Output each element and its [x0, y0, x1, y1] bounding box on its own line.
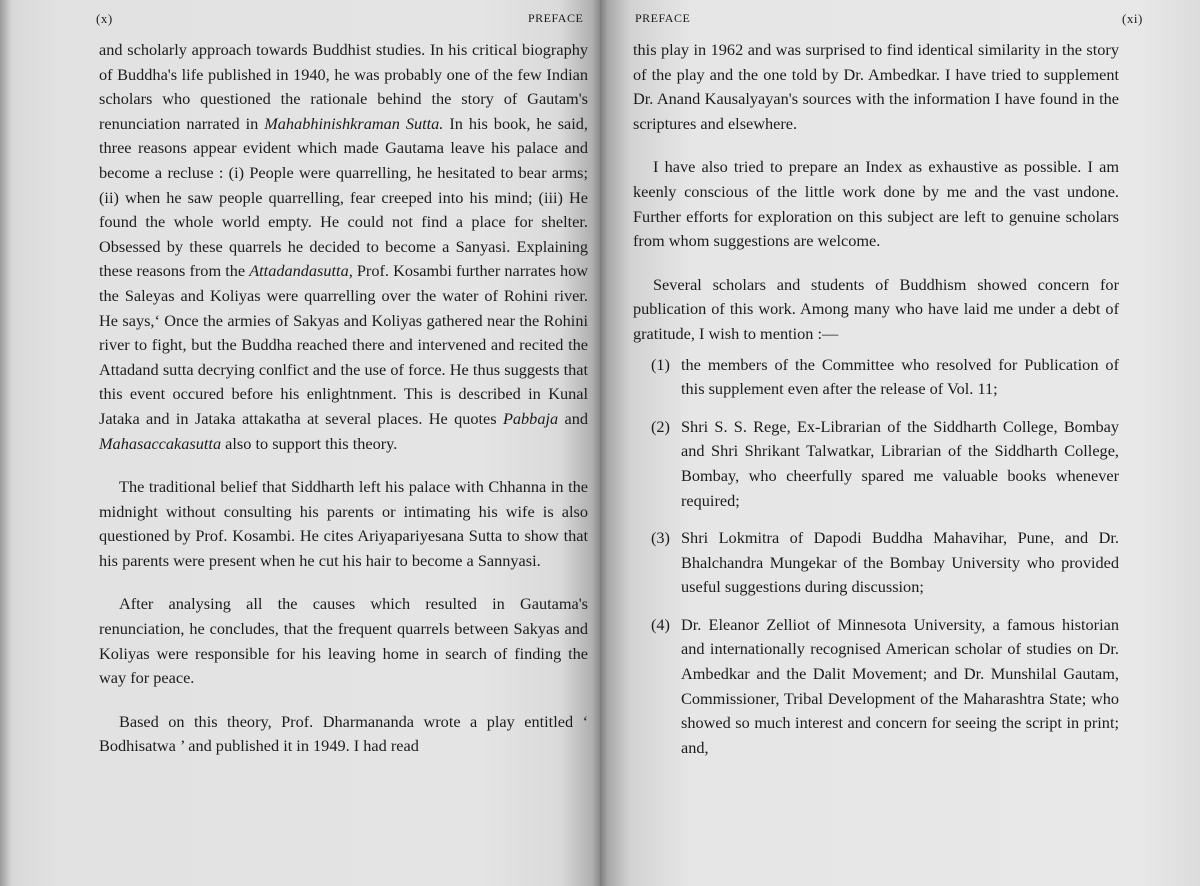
list-item-number: (4) — [651, 614, 670, 634]
acknowledgement-list — [633, 353, 1119, 761]
list-item — [633, 526, 1119, 600]
text-run: and scholarly approach towards Buddhist studies. In his critical biography of Buddha's life published in 1940, he was probably one of the few Indian scholars who questioned the rationale behind the story of Gautam's renunciation narrated in — [99, 40, 588, 133]
text-run: In his book, he said, three reasons appear evident which made Gautama leave his palace and become a recluse : (i) People were quarrelling, he hesitated to bear arms; (ii) when he saw people quarrelling, fear creeped into his mind; (iii) He found the whole world empty. He could not find a place for shelter. Obsessed by these quarrels he decided to become a Sanyasi. Explaining these reasons from the — [99, 113, 589, 281]
list-item — [633, 415, 1119, 513]
text-run: and — [558, 408, 588, 428]
italic-title: Mahasaccakasutta — [99, 433, 222, 453]
right-page-number: (xi) — [1122, 11, 1143, 26]
text-run: Prof. Kosambi further narrates how the Saleyas and Koliyas were quarrelling over the water of Rohini river. He says,‘ Once the armies of Sakyas and Koliyas gathered near the Rohini river to fight, but the Buddha reached there and intervened and recited the Attadand sutta decrying conlfict and the use of force. He thus suggests that this event occured before his enlightnment. This is described in Kunal Jataka and in Jataka attakatha at several places. He quotes — [99, 261, 589, 428]
text-run: Based on this theory, Prof. Dharmananda wrote a play entitled ‘ Bodhisatwa ’ and published it in 1949. I had read — [99, 711, 588, 756]
paragraph: I have also tried to prepare an Index as exhaustive as possible. I am keenly conscious of the little work done by me and the vast undone. Further efforts for exploration on this subject are left to genuine scholars from whom suggestions are welcome. — [633, 157, 1119, 251]
paragraph — [99, 592, 588, 690]
left-page-number: (x) — [96, 11, 113, 26]
page-edge-shadow — [0, 0, 10, 886]
list-item-text: Shri Lokmitra of Dapodi Buddha Mahavihar, Pune, and Dr. Bhalchandra Mungekar of the Bombay University who provided useful suggestions during discussion; — [681, 528, 1119, 597]
right-page-body — [633, 38, 1119, 773]
paragraph — [99, 710, 588, 759]
list-item — [633, 613, 1119, 761]
italic-title: Attadandasutta, — [249, 261, 353, 281]
left-page-body — [99, 38, 588, 778]
text-run: also to support this theory. — [221, 433, 398, 453]
paragraph — [99, 38, 588, 456]
list-item-text: the members of the Committee who resolved for Publication of this supplement even after the release of Vol. 11; — [681, 354, 1119, 399]
paragraph: this play in 1962 and was surprised to find identical similarity in the story of the play and the one told by Dr. Ambedkar. I have tried to supplement Dr. Anand Kausalyayan's sources with the information I have found in the scriptures and elsewhere. — [633, 40, 1119, 133]
list-item-text: Shri S. S. Rege, Ex-Librarian of the Siddharth College, Bombay and Shri Shrikant Talwatkar, Librarian of the Siddharth College, Bombay, who cheerfully spared me valuable books whenever required; — [681, 416, 1119, 510]
list-item-text: Dr. Eleanor Zelliot of Minnesota University, a famous historian and internationally recognised American scholar of studies on Dr. Ambedkar and the Dalit Movement; and Dr. Munshilal Gautam, Commissioner, Tribal Development of the Maharashtra State; who showed so much interest and concern for seeing the script in print; and, — [681, 614, 1119, 757]
text-run: The traditional belief that Siddharth left his palace with Chhanna in the midnight without consulting his parents or intimating his wife is also questioned by Prof. Kosambi. He cites Ariyapariyesana Sutta to show that his parents were present when he cut his hair to become a Sannyasi. — [99, 477, 588, 570]
list-item-number: (3) — [651, 528, 670, 548]
list-item-number: (1) — [651, 354, 670, 374]
paragraph: Several scholars and students of Buddhism showed concern for publication of this work. Among many who have laid me under a debt of gratitude, I wish to mention :— — [633, 274, 1119, 343]
list-item — [633, 353, 1119, 402]
paragraph — [99, 475, 588, 573]
list-item-number: (2) — [651, 416, 670, 436]
italic-title: Pabbaja — [502, 408, 559, 428]
text-run: After analysing all the causes which resulted in Gautama's renunciation, he concludes, that the frequent quarrels between Sakyas and Koliyas were responsible for his leaving home in search of finding the way for peace. — [99, 594, 588, 688]
left-running-head: PREFACE — [528, 11, 584, 25]
right-running-head: PREFACE — [635, 11, 691, 25]
italic-title: Mahabhinishkraman Sutta. — [264, 113, 444, 133]
